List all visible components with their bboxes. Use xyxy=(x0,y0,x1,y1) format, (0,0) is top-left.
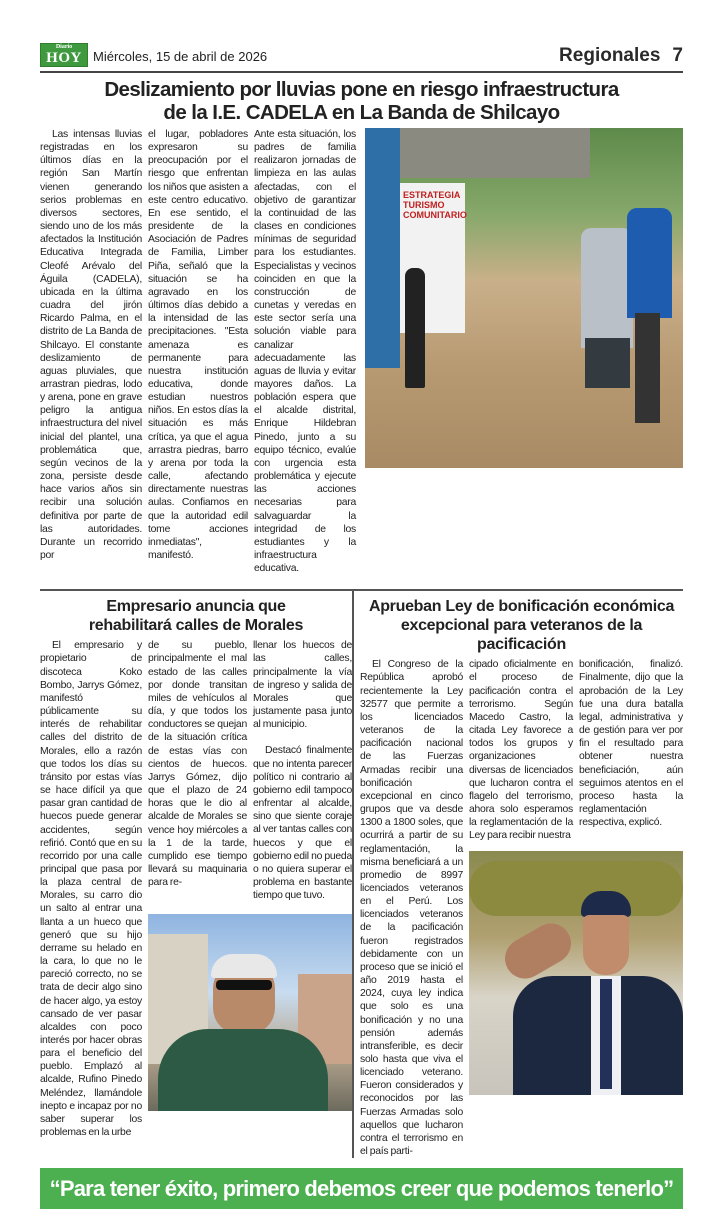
left-headline-line2: rehabilitará calles de Morales xyxy=(88,617,304,635)
right-story-column-3 xyxy=(579,658,683,829)
main-headline xyxy=(40,78,683,124)
page-number: 7 xyxy=(672,45,683,66)
article-text: El Congreso de la República aprobó recientemente la Ley 32577 que permite a los licenciados veteranos de la pacificación nacional de las Fuerzas Armadas recibir una bonificación excepcional en cinco grupos que va desde 1300 a 1800 soles, que ocurrirá a partir de su reglamentación, la misma beneficiará a un promedio de 8997 licenciados veteranos en el Perú. Los licenciados veteranos de la pacificación fueron registrados debidamente con un proceso que se inició el año 2019 hasta el 2024, cuya ley indica que solo es una bonificación y no una pensión además intransferible, es decir solo hasta que viva el licenciado veterano. Fueron considerados y reconocidos por las Fuerzas Armadas solo aquellos que lucharon contra el terrorismo en el país parti- xyxy=(360,659,463,1158)
bottom-stories xyxy=(40,591,683,1158)
section-header xyxy=(559,45,683,67)
main-story-column-2 xyxy=(148,128,248,562)
right-story-body xyxy=(360,658,683,1158)
article-text: Las intensas lluvias registradas en los últimos días en la región San Martín vienen generando serios problemas en diversos sectores, siendo uno de los más afectados la Institución Educativa Integrada Cleofé Arévalo del Águila (CADELA), ubicada en la última cuadra del jirón Ricardo Palma, en el distrito de La Banda de Shilcayo. El constante deslizamiento de aguas pluviales, que arrastran piedras, lodo y arena, pone en grave peligro la antigua infraestructura del nivel inicial del plantel, una problemática que, según vecinos de la zona, persiste desde hace varios años sin recibir una solución definitiva por parte de las autoridades. Durante un recorrido por xyxy=(40,129,142,561)
article-text: El empresario y propietario de discoteca Koko Bombo, Jarrys Gómez, manifestó públicamente su interés de rehabilitar calles del distrito de Morales, ello a razón que todos los días su tránsito por estas vías se hace difícil ya que pasar gran cantidad de huecos puede generar accidentes, según refirió. Contó que en su recorrido por una calle principal que pasa por la plaza central de Morales, su carro dio un salto al entrar una llanta a un hueco que generó que su hijo derrame su helado en la cara, lo que no le pareció correcto, no se trata de decir algo sino de hacer algo, ya estoy cansado de ver pasar alcaldes con poco interés por hacer obras para el beneficio del pueblo. Emplazó al alcalde, Rufino Pinedo Meléndez, llamándole inepto e incapaz por no saber superar los problemas en la urbe xyxy=(40,640,142,1139)
businessman-photo xyxy=(148,914,352,1111)
main-story xyxy=(40,128,683,575)
logo-main-text: HOY xyxy=(46,50,82,66)
section-name: Regionales xyxy=(559,45,661,66)
right-story-right-block xyxy=(469,658,683,1094)
diario-hoy-logo xyxy=(40,43,88,67)
article-text: de su pueblo, principalmente el mal estado de las calles por donde transitan miles de vehículos al día, y que todos los conductores se quejan de la situación crítica de estas vías con cientos de huecos. Jarrys Gómez, dijo que el plazo de 24 horas que le dio al alcalde de Morales se vence hoy miércoles a la 1 de la tarde, cumplido ese tiempo llevará su maquinaria para re- xyxy=(148,640,247,889)
left-story-body xyxy=(40,639,352,1139)
header-rule xyxy=(40,71,683,73)
page-header xyxy=(40,43,683,67)
right-story xyxy=(352,591,683,1158)
right-story-upper-columns xyxy=(469,658,683,842)
right-headline-line2: excepcional para veteranos de la pacificación xyxy=(400,617,643,654)
left-story-column-3 xyxy=(253,639,352,902)
quote-text: “Para tener éxito, primero debemos creer que podemos tenerlo” xyxy=(49,1176,674,1202)
article-text: Destacó finalmente que no intenta parecer político ni contrario al gobierno edil tampoco enfrentar al alcalde, sino que siente coraje al ver tantas calles con huecos y que el gobierno edil no pueda o no quiera superar el problema en bastante tiempo que tuvo. xyxy=(253,745,352,902)
landslide-photo xyxy=(365,128,683,468)
main-story-column-1 xyxy=(40,128,142,562)
left-story-upper-columns xyxy=(148,639,352,902)
article-text: Ante esta situación, los padres de familia realizaron jornadas de limpieza en las aulas afectadas, con el objetivo de garantizar la continuidad de las clases en condiciones mínimas de seguridad para los estudiantes. Especialistas y vecinos coinciden en que la construcción de cunetas y veredas en este sector sería una solución viable para canalizar adecuadamente las aguas de lluvia y evitar mayores daños. La población espera que el alcalde distrital, Enrique Hildebran Pinedo, junto a su equipo técnico, evalúe con urgencia esta problemática y ejecute las acciones necesarias para salvaguardar la integridad de los estudiantes y la infraestructura educativa. xyxy=(254,129,356,575)
right-headline-line1: Aprueban Ley de bonificación económica xyxy=(368,598,675,616)
main-story-column-3 xyxy=(254,128,356,575)
left-story-right-block xyxy=(148,639,352,1111)
quote-banner xyxy=(40,1168,683,1209)
right-story-column-2 xyxy=(469,658,573,842)
article-text: bonificación, finalizó. Finalmente, dijo que la aprobación de la Ley fue una dura batalla legal, administrativa y de gestión para ver por fin el resultado para obtener nuestra beneficiación, aún seguimos atentos en el proceso hasta la reglamentación respectiva, explicó. xyxy=(579,659,683,829)
left-story xyxy=(40,591,352,1158)
left-story-column-1 xyxy=(40,639,142,1139)
issue-date: Miércoles, 15 de abril de 2026 xyxy=(93,49,268,64)
article-text: el lugar, pobladores expresaron su preocupación por el riesgo que enfrentan los niños que asisten a este centro educativo. En ese sentido, el presidente de la Asociación de Padres de Familia, Limber Piña, señaló que la situación se ha agravado en los últimos días debido a la intensidad de las precipitaciones. "Esta amenaza es permanente para nuestra institución educativa, donde estudian nuestros niños. En estos días la situación es más crítica, ya que el agua arrastra piedras, barro y arena por toda la calle, afectando directamente nuestras aulas. Confiamos en que la autoridad edil tome acciones inmediatas", manifestó. xyxy=(148,129,248,561)
veteran-photo xyxy=(469,851,683,1095)
logo-small-text: Diario xyxy=(55,44,73,50)
left-story-column-2 xyxy=(148,639,247,889)
article-text: llenar los huecos de las calles, principalmente la vía de ingreso y salida de Morales que justamente pasa junto al municipio. xyxy=(253,640,352,731)
school-sign-text: ESTRATEGIA TURISMO COMUNITARIO xyxy=(403,190,467,220)
main-headline-line1: Deslizamiento por lluvias pone en riesgo infraestructura xyxy=(104,78,619,101)
main-headline-line2: de la I.E. CADELA en La Banda de Shilcayo xyxy=(163,101,560,124)
left-headline-line1: Empresario anuncia que xyxy=(106,598,286,616)
article-text: cipado oficialmente en el proceso de pacificación contra el terrorismo. Según Macedo Castro, la citada Ley favorece a todos los grupos y organizaciones diversas de licenciados que lucharon contra el flagelo del terrorismo, ahora solo esperamos la reglamentación de la Ley para recibir nuestra xyxy=(469,659,573,842)
left-story-headline xyxy=(40,597,352,635)
right-story-headline xyxy=(360,597,683,654)
right-story-column-1 xyxy=(360,658,463,1158)
